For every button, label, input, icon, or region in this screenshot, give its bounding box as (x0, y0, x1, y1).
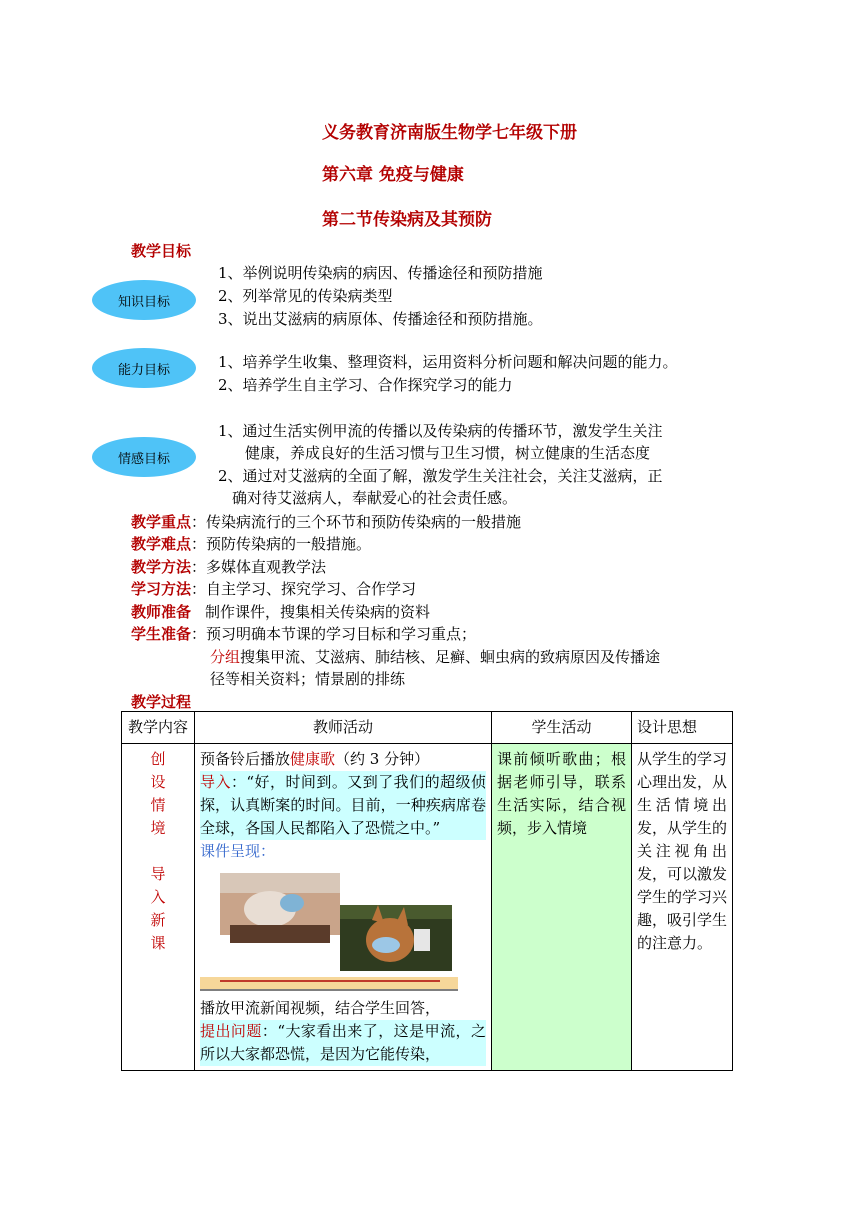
method-label: 教学方法 (131, 558, 192, 576)
method-text: 多媒体直观教学法 (206, 558, 327, 576)
emotion-line-1: 1、通过生活实例甲流的传播以及传染病的传播环节，激发学生关注 (218, 422, 663, 440)
difficulty-row (131, 533, 371, 555)
difficulty-colon: ： (191, 535, 207, 553)
question-paragraph (200, 1020, 486, 1066)
teacher-line-1 (200, 748, 486, 771)
knowledge-objective-label: 知识目标 (117, 294, 170, 310)
intro-text: ：“好，时间到。又到了我们的超级侦探，认真断案的时间。目前，一种疾病席卷全球，各国人民都陷入了恐慌之中。” (200, 773, 486, 837)
difficulty-text: 预防传染病的一般措施。 (206, 535, 372, 553)
method-colon: ： (191, 558, 207, 576)
group-row-1 (210, 646, 660, 668)
flu-news-image (200, 865, 480, 993)
content-char: 入 (150, 888, 166, 906)
objectives-heading: 教学目标 (131, 242, 192, 260)
difficulty-label: 教学难点 (131, 535, 192, 553)
emotion-line-4: 确对待艾滋病人，奉献爱心的社会责任感。 (232, 489, 518, 507)
content-char: 新 (150, 911, 166, 929)
group-label: 分组 (210, 648, 241, 666)
study-row (131, 578, 416, 600)
focus-label: 教学重点 (131, 513, 192, 531)
intro-label: 导入 (200, 773, 231, 791)
ability-line-1: 1、培养学生收集、整理资料，运用资料分析问题和解决问题的能力。 (218, 353, 678, 371)
knowledge-line-2: 2、列举常见的传染病类型 (218, 287, 393, 305)
emotion-objective-badge (92, 437, 196, 477)
section-title: 第二节传染病及其预防 (322, 210, 492, 230)
content-char: 情 (150, 796, 166, 814)
header-teacher: 教师活动 (195, 712, 492, 744)
song-name: 健康歌 (290, 750, 336, 768)
teacher-prep-label: 教师准备 (131, 603, 192, 621)
teacher-activity-cell (195, 744, 492, 1071)
table-row (122, 744, 733, 1071)
content-char: 课 (150, 934, 166, 952)
emotion-line-2: 健康，养成良好的生活习惯与卫生习惯，树立健康的生活态度 (245, 444, 651, 462)
content-char: 境 (150, 819, 166, 837)
header-content: 教学内容 (122, 712, 195, 744)
ability-line-2: 2、培养学生自主学习、合作探究学习的能力 (218, 376, 513, 394)
study-colon: ： (191, 580, 207, 598)
study-label: 学习方法 (131, 580, 192, 598)
flu-news-illustration (200, 865, 480, 993)
content-char: 导 (150, 865, 166, 883)
chapter-title: 第六章 免疫与健康 (322, 165, 464, 185)
process-heading: 教学过程 (131, 693, 192, 711)
focus-row (131, 511, 521, 533)
content-cell (122, 744, 195, 1071)
content-char: 创 (150, 750, 166, 768)
process-table (121, 711, 733, 1071)
student-prep-label: 学生准备 (131, 625, 192, 643)
header-design: 设计思想 (632, 712, 733, 744)
teacher-line-1-post: （约 3 分钟） (335, 750, 430, 768)
focus-colon: ： (191, 513, 207, 531)
knowledge-objective-badge (92, 280, 196, 320)
emotion-objective-label: 情感目标 (117, 451, 170, 467)
ability-objective-label: 能力目标 (117, 362, 170, 378)
question-label: 提出问题 (200, 1022, 262, 1040)
emotion-line-3: 2、通过对艾滋病的全面了解，激发学生关注社会，关注艾滋病，正 (218, 467, 663, 485)
student-activity-cell: 课前倾听歌曲；根据老师引导，联系生活实际，结合视频，步入情境 (492, 744, 632, 1071)
method-row (131, 556, 326, 578)
courseware-label: 课件呈现： (200, 842, 276, 860)
teacher-line-1-pre: 预备铃后播放 (200, 750, 291, 768)
student-prep-text: 预习明确本节课的学习目标和学习重点； (206, 625, 477, 643)
teacher-prep-text: 制作课件，搜集相关传染病的资料 (205, 603, 431, 621)
ability-objective-badge (92, 348, 196, 388)
design-cell: 从学生的学习心理出发，从生活情境出发，从学生的关注视角出发，可以激发学生的学习兴趣，吸引学生的注意力。 (632, 744, 733, 1071)
header-student: 学生活动 (492, 712, 632, 744)
teacher-prep-row (131, 601, 430, 623)
study-text: 自主学习、探究学习、合作学习 (206, 580, 417, 598)
content-char: 设 (150, 773, 166, 791)
after-image-text: 播放甲流新闻视频，结合学生回答， (200, 999, 441, 1017)
knowledge-line-3: 3、说出艾滋病的病原体、传播途径和预防措施。 (218, 310, 543, 328)
focus-text: 传染病流行的三个环节和预防传染病的一般措施 (206, 513, 522, 531)
group-text-1: 搜集甲流、艾滋病、肺结核、足癣、蛔虫病的致病原因及传播途 (240, 648, 661, 666)
question-text: ：“大家看出来了，这是甲流，之所以大家都恐慌，是因为它能传染， (200, 1022, 486, 1063)
group-row-2: 径等相关资料；情景剧的排练 (210, 670, 406, 688)
student-prep-row (131, 623, 476, 645)
knowledge-line-1: 1、举例说明传染病的病因、传播途径和预防措施 (218, 264, 543, 282)
document-title: 义务教育济南版生物学七年级下册 (322, 123, 577, 143)
table-header-row (122, 712, 733, 744)
student-prep-colon: ： (191, 625, 207, 643)
intro-paragraph (200, 771, 486, 840)
